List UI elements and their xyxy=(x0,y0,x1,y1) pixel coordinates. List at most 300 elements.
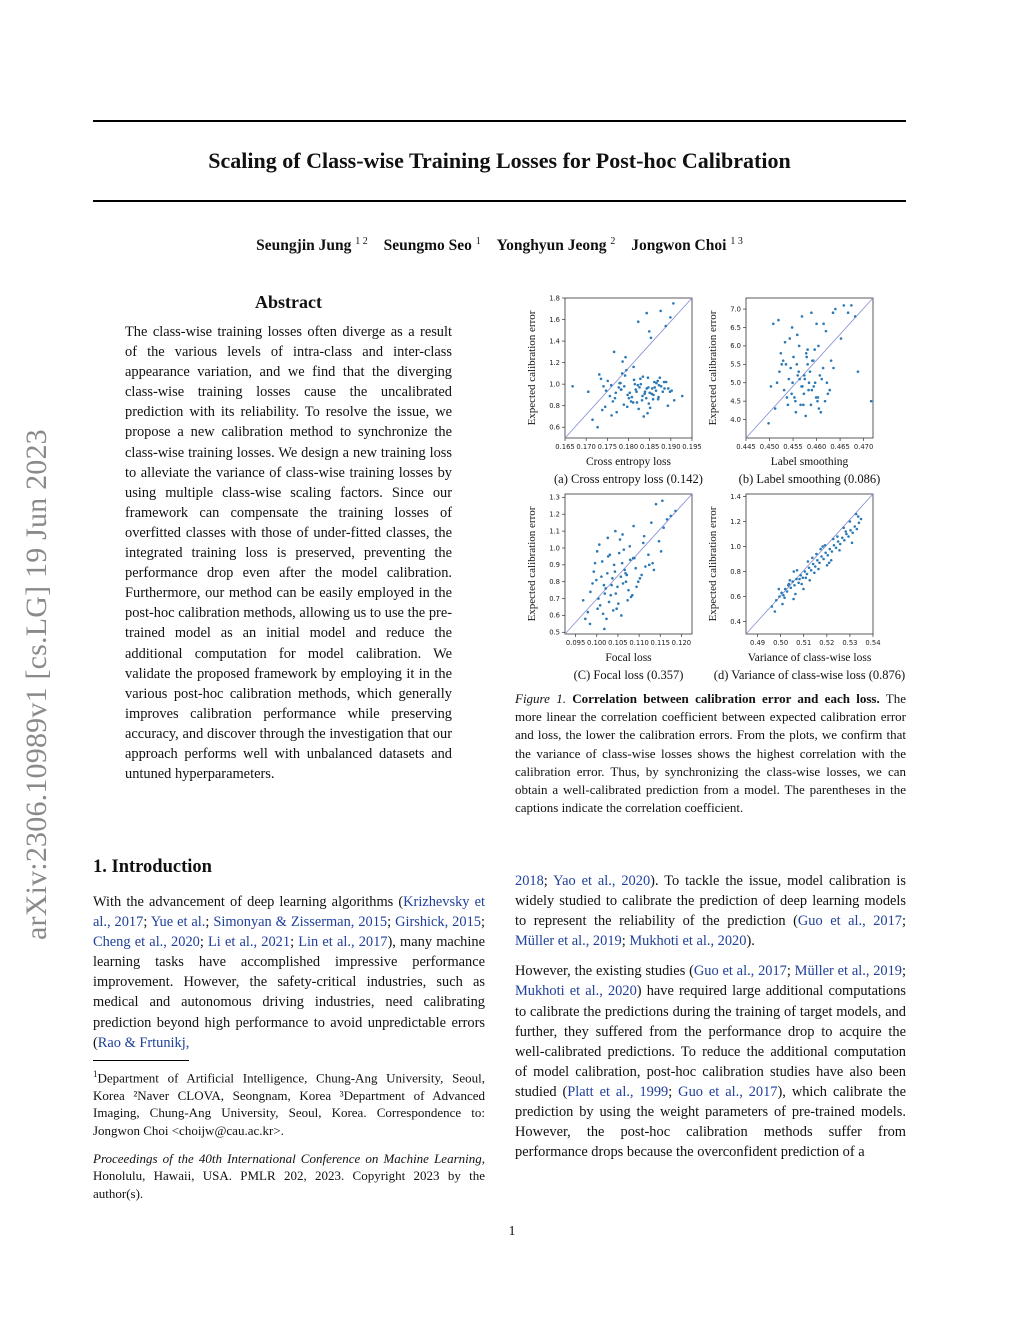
data-point xyxy=(608,601,611,604)
data-point xyxy=(639,383,642,386)
data-point xyxy=(783,389,786,392)
affiliation-footnote: $^1$Department of Artificial Intelligence, Chung-Ang University, Seoul, Korea ²Naver CLOVA, Seongnam, Korea ³Department of Advanced Imaging, Chung-Ang University, Seoul, Korea. Correspondence to: Jongwon Choi <choijw@cau.ac.kr>. xyxy=(93,1069,485,1138)
x-tick-label: 0.460 xyxy=(806,443,827,451)
data-point xyxy=(649,407,652,410)
data-point xyxy=(812,359,815,362)
data-point xyxy=(614,530,617,533)
citation-link[interactable]: Rao & Frtunikj, xyxy=(97,1034,190,1051)
data-point xyxy=(782,359,785,362)
data-point xyxy=(625,369,628,372)
y-tick-label: 0.5 xyxy=(549,628,560,637)
citation-link[interactable]: Müller et al., 2019 xyxy=(794,963,902,980)
x-tick-label: 0.170 xyxy=(576,443,596,451)
data-point xyxy=(826,554,829,557)
data-point xyxy=(805,356,808,359)
x-tick-label: 0.115 xyxy=(650,639,670,647)
data-point xyxy=(838,549,841,552)
data-point xyxy=(647,376,650,379)
citation-link[interactable]: Girshick, 2015 xyxy=(395,914,481,931)
title-bottom-rule xyxy=(93,200,906,202)
citation-link[interactable]: Simonyan & Zisserman, 2015 xyxy=(213,914,388,931)
data-point xyxy=(817,396,820,399)
data-point xyxy=(661,499,664,502)
paper-title: Scaling of Class-wise Training Losses for Post-hoc Calibration xyxy=(208,148,791,173)
data-point xyxy=(817,345,820,348)
data-point xyxy=(600,377,603,380)
data-point xyxy=(840,337,843,340)
data-point xyxy=(788,378,791,381)
x-tick-label: 0.100 xyxy=(587,639,607,647)
data-point xyxy=(651,387,654,390)
x-axis-label: Focal loss xyxy=(605,652,652,664)
data-point xyxy=(857,370,860,373)
data-point xyxy=(646,412,649,415)
data-point xyxy=(606,537,609,540)
data-point xyxy=(851,541,854,544)
data-point xyxy=(624,374,627,377)
data-point xyxy=(830,359,833,362)
data-point xyxy=(630,400,633,403)
data-point xyxy=(826,381,829,384)
data-point xyxy=(816,559,819,562)
x-tick-label: 0.470 xyxy=(853,443,874,451)
data-point xyxy=(609,553,612,556)
data-point xyxy=(807,389,810,392)
data-point xyxy=(786,396,789,399)
data-point xyxy=(667,404,670,407)
y-tick-label: 0.6 xyxy=(730,592,741,601)
data-point xyxy=(843,539,846,542)
data-point xyxy=(623,385,626,388)
data-point xyxy=(798,378,801,381)
citation-link[interactable]: Yao et al., 2020 xyxy=(553,873,651,889)
data-point xyxy=(667,387,670,390)
data-point xyxy=(828,561,831,564)
data-point xyxy=(794,593,797,596)
x-axis-label: Label smoothing xyxy=(770,456,849,468)
data-point xyxy=(625,580,628,583)
data-point xyxy=(599,604,602,607)
scatter-plot xyxy=(696,292,878,462)
data-point xyxy=(824,400,827,403)
data-point xyxy=(616,585,619,588)
scatter-plot xyxy=(515,488,697,658)
citation-link[interactable]: Guo et al., 2017 xyxy=(678,1083,778,1100)
data-point xyxy=(796,363,799,366)
data-point xyxy=(835,546,838,549)
data-point xyxy=(595,579,598,582)
data-point xyxy=(642,542,645,545)
data-point xyxy=(602,612,605,615)
data-point xyxy=(635,390,638,393)
data-point xyxy=(829,548,832,551)
data-point xyxy=(800,583,803,586)
data-point xyxy=(804,570,807,573)
data-point xyxy=(800,385,803,388)
data-point xyxy=(597,597,600,600)
data-point xyxy=(850,304,853,307)
y-tick-label: 0.6 xyxy=(549,611,560,620)
data-point xyxy=(659,310,662,313)
figure-caption: Figure 1. Correlation between calibration error and each loss. The more linear the correlation coefficient between expected calibration error and loss, the lower the calibration errors. From the plots, we confirm that the variance of class-wise losses shows the highest correlation with the calibration error. Thus, by synchronizing the class-wise losses, we can obtain a well-calibrated prediction from a model. The parentheses in the captions indicate the correlation coefficient. xyxy=(515,691,907,816)
data-point xyxy=(623,403,626,406)
data-point xyxy=(819,411,822,414)
introduction-heading: 1. Introduction xyxy=(93,857,212,877)
data-point xyxy=(662,526,665,529)
data-point xyxy=(651,562,654,565)
data-point xyxy=(788,337,791,340)
data-point xyxy=(592,570,595,573)
data-point xyxy=(815,322,818,325)
y-tick-label: 0.4 xyxy=(730,617,741,626)
data-point xyxy=(855,513,858,516)
y-axis-label: Expected calibration error xyxy=(707,506,719,622)
data-point xyxy=(811,556,814,559)
y-tick-label: 1.6 xyxy=(549,315,560,324)
data-point xyxy=(778,595,781,598)
data-point xyxy=(849,520,852,523)
data-point xyxy=(813,348,816,351)
data-point xyxy=(598,543,601,546)
data-point xyxy=(821,545,824,548)
data-point xyxy=(653,569,656,572)
y-axis-label: Expected calibration error xyxy=(526,310,538,426)
y-tick-label: 7.0 xyxy=(730,305,741,314)
data-point xyxy=(633,557,636,560)
data-point xyxy=(770,385,773,388)
data-point xyxy=(799,404,802,407)
data-point xyxy=(653,386,656,389)
data-point xyxy=(642,375,645,378)
x-tick-label: 0.465 xyxy=(830,443,850,451)
data-point xyxy=(830,559,833,562)
data-point xyxy=(824,551,827,554)
data-point xyxy=(596,607,599,610)
y-tick-label: 4.5 xyxy=(730,397,741,406)
y-tick-label: 0.6 xyxy=(549,423,560,432)
y-tick-label: 5.5 xyxy=(730,360,741,369)
data-point xyxy=(610,414,613,417)
data-point xyxy=(571,385,574,388)
data-point xyxy=(803,378,806,381)
data-point xyxy=(645,397,648,400)
citation-link[interactable]: 2018 xyxy=(515,873,544,889)
introduction-paragraph: With the advancement of deep learning algorithms (Krizhevsky et al., 2017; Yue et al.; Simonyan & Zisserman, 2015; Girshick, 2015; Cheng et al., 2020; Li et al., 2021; Lin et al., 2017), many machine learning tasks have accomplished impressive performance improvement. However, the safety-critical industries, such as medical and autonomous driving industries, need calibrating prediction beyond high performance to avoid unpredictable errors (Rao & Frtunikj, xyxy=(93,894,485,1051)
data-point xyxy=(791,381,794,384)
data-point xyxy=(628,391,631,394)
y-tick-label: 1.1 xyxy=(549,527,560,536)
x-tick-label: 0.51 xyxy=(796,639,812,647)
data-point xyxy=(791,580,794,583)
data-point xyxy=(612,609,615,612)
data-point xyxy=(842,526,845,529)
x-tick-label: 0.095 xyxy=(565,639,586,647)
data-point xyxy=(648,391,651,394)
x-tick-label: 0.165 xyxy=(555,443,575,451)
data-point xyxy=(634,383,637,386)
author: Jongwon Choi $^{1 3}$ xyxy=(631,236,743,255)
data-point xyxy=(825,330,828,333)
data-point xyxy=(674,510,677,513)
y-tick-label: 4.0 xyxy=(730,415,741,424)
data-point xyxy=(615,607,618,610)
data-point xyxy=(870,400,873,403)
data-point xyxy=(836,535,839,538)
data-point xyxy=(600,575,603,578)
data-point xyxy=(603,584,606,587)
data-point xyxy=(798,345,801,348)
data-point xyxy=(796,334,799,337)
data-point xyxy=(802,404,805,407)
x-tick-label: 0.455 xyxy=(783,443,803,451)
citation-link[interactable]: Müller et al., 2019 xyxy=(515,933,622,950)
data-point xyxy=(673,399,676,402)
subfigure-caption: (d) Variance of class-wise loss (0.876) xyxy=(713,668,906,682)
x-tick-label: 0.445 xyxy=(736,443,756,451)
data-point xyxy=(808,566,811,569)
data-point xyxy=(817,568,820,571)
y-tick-label: 0.7 xyxy=(549,594,560,603)
data-point xyxy=(792,356,795,359)
data-point xyxy=(669,390,672,393)
data-point xyxy=(786,590,789,593)
y-tick-label: 1.8 xyxy=(549,294,560,303)
data-point xyxy=(774,407,777,410)
data-point xyxy=(622,582,625,585)
data-point xyxy=(812,385,815,388)
data-point xyxy=(781,603,784,606)
data-point xyxy=(809,370,812,373)
data-point xyxy=(793,396,796,399)
data-point xyxy=(831,550,834,553)
data-point xyxy=(660,385,663,388)
citation-link[interactable]: Lin et al., 2017 xyxy=(298,934,388,951)
data-point xyxy=(808,579,811,582)
data-point xyxy=(858,521,861,524)
x-axis-label: Cross entropy loss xyxy=(586,456,671,468)
data-point xyxy=(637,580,640,583)
data-point xyxy=(822,558,825,561)
data-point xyxy=(832,538,835,541)
data-point xyxy=(792,570,795,573)
data-point xyxy=(803,392,806,395)
data-point xyxy=(818,407,821,410)
data-point xyxy=(609,395,612,398)
data-point xyxy=(620,388,623,391)
x-tick-label: 0.105 xyxy=(608,639,628,647)
data-point xyxy=(785,363,788,366)
data-point xyxy=(626,599,629,602)
data-point xyxy=(606,380,609,383)
x-tick-label: 0.180 xyxy=(618,443,639,451)
data-point xyxy=(633,379,636,382)
data-point xyxy=(657,398,660,401)
data-point xyxy=(790,392,793,395)
data-point xyxy=(806,573,809,576)
data-point xyxy=(787,404,790,407)
data-point xyxy=(587,611,590,614)
y-tick-label: 1.0 xyxy=(549,544,560,553)
data-point xyxy=(641,399,644,402)
data-point xyxy=(806,348,809,351)
data-point xyxy=(655,389,658,392)
citation-link[interactable]: Cheng et al., 2020 xyxy=(93,934,200,951)
x-tick-label: 0.450 xyxy=(759,443,780,451)
data-point xyxy=(613,351,616,354)
data-point xyxy=(648,402,651,405)
data-point xyxy=(837,540,840,543)
data-point xyxy=(860,518,863,521)
data-point xyxy=(613,564,616,567)
data-point xyxy=(639,577,642,580)
citation-link[interactable]: Mukhoti et al., 2020 xyxy=(629,933,747,950)
citation-link[interactable]: Yue et al. xyxy=(150,914,206,931)
data-point xyxy=(844,530,847,533)
data-point xyxy=(791,326,794,329)
data-point xyxy=(615,391,618,394)
proceedings-note: Proceedings of the 40th International Conference on Machine Learning, Honolulu, Hawaii, USA. PMLR 202, 2023. Copyright 2023 by the author(s). xyxy=(93,1151,485,1201)
data-point xyxy=(587,390,590,393)
data-point xyxy=(596,426,599,429)
x-tick-label: 0.190 xyxy=(661,443,681,451)
data-point xyxy=(589,591,592,594)
data-point xyxy=(639,377,642,380)
data-point xyxy=(777,588,780,591)
scatter-plot xyxy=(515,292,702,462)
abstract-heading: Abstract xyxy=(255,292,322,312)
citation-link[interactable]: Krizhevsky et al., 2017 xyxy=(93,894,485,931)
data-point xyxy=(780,363,783,366)
abstract-text: The class-wise training losses often diverge as a result of the various levels of intra-class and inter-class appearance variation, and we find that the diverging class-wise training losses cause the uncalibrated prediction with its reliability. To resolve the issue, we propose a new calibration method to synchronize the class-wise training losses. We design a new training loss to alleviate the variance of class-wise training losses by using multiple class-wise scaling factors. Since our framework can compensate the training losses of overfitted classes with those of under-fitted classes, the integrated training loss is preserved, preventing the performance drop even after the model calibration. Furthermore, our method can be easily employed in the post-hoc calibration methods, allowing us to use the pre-trained model as an initial model and reduce the additional computation for model calibration. We validate the proposed framework by employing it in the various post-hoc calibration methods, which generally improves calibration performance while preserving accuracy, and discover through the investigation that our approach performs well with unbalanced datasets and untuned hyperparameters. xyxy=(125,324,452,783)
data-point xyxy=(624,356,627,359)
data-point xyxy=(620,614,623,617)
data-point xyxy=(621,533,624,536)
y-tick-label: 1.4 xyxy=(730,492,741,501)
data-point xyxy=(650,521,653,524)
data-point xyxy=(780,591,783,594)
footnote-rule xyxy=(93,1060,189,1061)
data-point xyxy=(636,401,639,404)
data-point xyxy=(642,415,645,418)
data-point xyxy=(615,411,618,414)
data-point xyxy=(815,553,818,556)
data-point xyxy=(663,387,666,390)
citation-link[interactable]: Platt et al., 1999 xyxy=(567,1083,669,1100)
data-point xyxy=(603,592,606,595)
data-point xyxy=(626,394,629,397)
data-point xyxy=(648,564,651,567)
data-point xyxy=(805,352,808,355)
data-point xyxy=(645,312,648,315)
data-point xyxy=(834,308,837,311)
data-point xyxy=(780,352,783,355)
data-point xyxy=(789,367,792,370)
y-tick-label: 1.2 xyxy=(549,510,560,519)
data-point xyxy=(634,567,637,570)
data-point xyxy=(795,578,798,581)
author: Seungmo Seo $^1$ xyxy=(383,236,481,255)
data-point xyxy=(601,560,604,563)
citation-link[interactable]: Guo et al., 2017 xyxy=(797,913,902,930)
data-point xyxy=(822,367,825,370)
data-point xyxy=(814,381,817,384)
data-point xyxy=(792,598,795,601)
data-point xyxy=(849,529,852,532)
data-point xyxy=(783,596,786,599)
data-point xyxy=(612,400,615,403)
data-point xyxy=(648,330,651,333)
data-point xyxy=(621,372,624,375)
citation-link[interactable]: Mukhoti et al., 2020 xyxy=(515,983,637,1000)
y-tick-label: 6.0 xyxy=(730,342,741,351)
data-point xyxy=(787,584,790,587)
data-point xyxy=(832,367,835,370)
x-tick-label: 0.120 xyxy=(671,639,692,647)
data-point xyxy=(601,409,604,412)
data-point xyxy=(820,555,823,558)
data-point xyxy=(664,325,667,328)
data-point xyxy=(611,577,614,580)
data-point xyxy=(784,588,787,591)
data-point xyxy=(810,311,813,314)
data-point xyxy=(824,544,827,547)
data-point xyxy=(650,337,653,340)
paragraph: However, the existing studies (Guo et al., 2017; Müller et al., 2019; Mukhoti et al., 2020) have required large additional computations to calibrate the predictions during the training of target models, and further, they suffered from the performance drop to acquire the well-calibrated predictions. To reduce the additional computation of model calibration, post-hoc calibration studies have also been studied (Platt et al., 1999; Guo et al., 2017), which calibrate the prediction by using the weight parameters of pre-trained models. However, the post-hoc calibration methods suffer from performance drops because the overconfident prediction of a xyxy=(515,963,906,1161)
data-point xyxy=(789,586,792,589)
data-point xyxy=(631,396,634,399)
data-point xyxy=(856,528,859,531)
data-point xyxy=(617,386,620,389)
citation-link[interactable]: Guo et al., 2017 xyxy=(693,963,787,980)
data-point xyxy=(604,587,607,590)
data-point xyxy=(604,405,607,408)
author: Yonghyun Jeong $^2$ xyxy=(496,236,616,255)
data-point xyxy=(618,552,621,555)
data-point xyxy=(605,389,608,392)
data-point xyxy=(623,569,626,572)
data-point xyxy=(797,370,800,373)
data-point xyxy=(853,525,856,528)
data-point xyxy=(603,628,606,631)
data-point xyxy=(605,618,608,621)
data-point xyxy=(643,535,646,538)
citation-link[interactable]: Li et al., 2021 xyxy=(208,934,291,951)
x-tick-label: 0.195 xyxy=(682,443,702,451)
title-top-rule xyxy=(93,120,906,122)
data-point xyxy=(818,561,821,564)
data-point xyxy=(666,518,669,521)
data-point xyxy=(847,311,850,314)
data-point xyxy=(655,503,658,506)
data-point xyxy=(647,553,650,556)
data-point xyxy=(843,304,846,307)
data-point xyxy=(584,618,587,621)
data-point xyxy=(628,397,631,400)
data-point xyxy=(784,341,787,344)
y-axis-label: Expected calibration error xyxy=(526,506,538,622)
y-tick-label: 0.8 xyxy=(549,401,560,410)
data-point xyxy=(851,531,854,534)
data-point xyxy=(807,560,810,563)
y-tick-label: 0.8 xyxy=(549,578,560,587)
data-point xyxy=(798,578,801,581)
data-point xyxy=(652,398,655,401)
data-point xyxy=(620,575,623,578)
y-tick-label: 1.3 xyxy=(549,493,560,502)
data-point xyxy=(806,363,809,366)
data-point xyxy=(794,400,797,403)
data-point xyxy=(845,533,848,536)
